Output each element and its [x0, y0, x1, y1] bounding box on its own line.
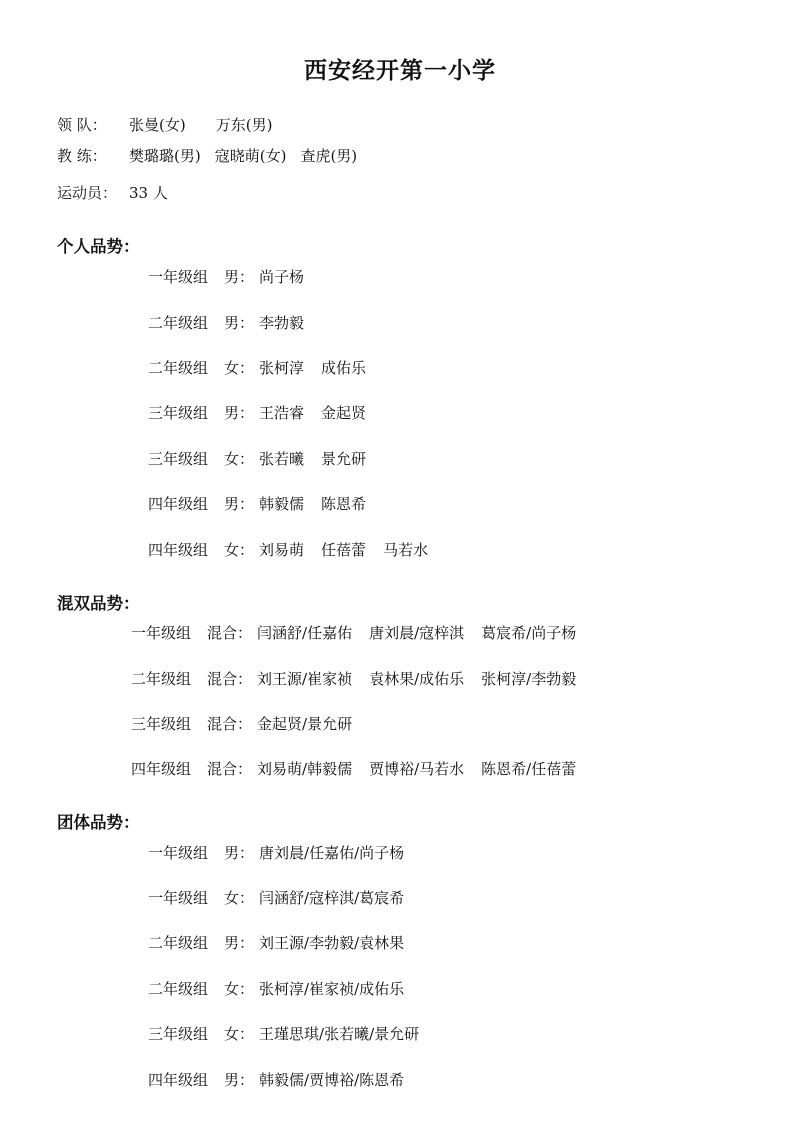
athlete-name: 马若水: [383, 541, 429, 559]
category-label: 男：: [224, 495, 255, 513]
coach-name: 查虎(男): [300, 147, 358, 165]
leader-name: 万东(男): [215, 116, 273, 134]
athlete-name: 陈恩希: [321, 495, 367, 513]
athletes-count: 33 人: [129, 184, 168, 202]
athlete-name: 张柯淳: [259, 359, 305, 377]
category-label: 男：: [224, 1071, 255, 1089]
entry-row: [148, 448, 378, 470]
athlete-name: 韩毅儒: [259, 495, 305, 513]
athlete-name: 金起贤: [321, 404, 367, 422]
grade-label: 一年级组: [131, 624, 192, 642]
athletes-label: 运动员：: [57, 184, 118, 202]
entry-row: [148, 887, 416, 909]
grade-label: 一年级组: [148, 268, 209, 286]
athlete-name: 张柯淳/崔家祯/成佑乐: [259, 980, 405, 998]
athletes-line: [57, 182, 182, 204]
category-label: 男：: [224, 404, 255, 422]
athlete-name: 唐刘晨/任嘉佑/尚子杨: [259, 844, 405, 862]
athlete-name: 任蓓蕾: [321, 541, 367, 559]
grade-label: 四年级组: [131, 760, 192, 778]
entry-row: [148, 493, 378, 515]
entry-row: [148, 842, 416, 864]
section-heading: 个人品势：: [57, 237, 140, 256]
entry-row: [148, 539, 440, 561]
grade-label: 二年级组: [148, 934, 209, 952]
entry-row: [131, 713, 364, 735]
entry-row: [148, 312, 316, 334]
entry-row: [131, 758, 588, 780]
grade-label: 一年级组: [148, 889, 209, 907]
entry-row: [148, 266, 316, 288]
athlete-name: 闫涵舒/寇梓淇/葛宸希: [259, 889, 405, 907]
coaches-line: [57, 145, 371, 167]
leaders-line: [57, 114, 286, 136]
category-label: 男：: [224, 314, 255, 332]
category-label: 女：: [224, 450, 255, 468]
coach-name: 寇晓萌(女): [214, 147, 287, 165]
athlete-name: 刘王源/崔家祯: [257, 670, 353, 688]
athlete-name: 葛宸希/尚子杨: [481, 624, 577, 642]
athlete-name: 尚子杨: [259, 268, 305, 286]
grade-label: 二年级组: [148, 314, 209, 332]
category-label: 女：: [224, 1025, 255, 1043]
athlete-name: 王浩睿: [259, 404, 305, 422]
athlete-name: 刘易萌: [259, 541, 305, 559]
category-label: 混合：: [207, 624, 253, 642]
grade-label: 三年级组: [148, 404, 209, 422]
section-heading: 混双品势：: [57, 594, 140, 613]
grade-label: 四年级组: [148, 495, 209, 513]
athlete-name: 刘易萌/韩毅儒: [257, 760, 353, 778]
athlete-name: 张若曦: [259, 450, 305, 468]
athlete-name: 金起贤/景允研: [257, 715, 353, 733]
grade-label: 一年级组: [148, 844, 209, 862]
coach-name: 樊璐璐(男): [129, 147, 201, 165]
category-label: 女：: [224, 980, 255, 998]
athlete-name: 李勃毅: [259, 314, 305, 332]
athlete-name: 陈恩希/任蓓蕾: [481, 760, 577, 778]
athlete-name: 唐刘晨/寇梓淇: [369, 624, 465, 642]
category-label: 男：: [224, 844, 255, 862]
athlete-name: 闫涵舒/任嘉佑: [257, 624, 353, 642]
athlete-name: 韩毅儒/贾博裕/陈恩希: [259, 1071, 405, 1089]
grade-label: 二年级组: [148, 359, 209, 377]
athlete-name: 袁林果/成佑乐: [369, 670, 465, 688]
grade-label: 三年级组: [131, 715, 192, 733]
entry-row: [148, 932, 416, 954]
section-heading: 团体品势：: [57, 813, 140, 832]
category-label: 混合：: [207, 715, 253, 733]
category-label: 女：: [224, 359, 255, 377]
athlete-name: 王瑾思琪/张若曦/景允研: [259, 1025, 420, 1043]
entry-row: [148, 357, 378, 379]
athlete-name: 张柯淳/李勃毅: [481, 670, 577, 688]
category-label: 混合：: [207, 760, 253, 778]
leader-name: 张曼(女): [129, 116, 186, 134]
athlete-name: 刘王源/李勃毅/袁林果: [259, 934, 405, 952]
category-label: 女：: [224, 541, 255, 559]
grade-label: 二年级组: [131, 670, 192, 688]
category-label: 女：: [224, 889, 255, 907]
grade-label: 四年级组: [148, 541, 209, 559]
leaders-label: 领 队：: [57, 116, 107, 134]
grade-label: 三年级组: [148, 1025, 209, 1043]
category-label: 混合：: [207, 670, 253, 688]
grade-label: 三年级组: [148, 450, 209, 468]
athlete-name: 景允研: [321, 450, 367, 468]
entry-row: [131, 622, 588, 644]
entry-row: [148, 402, 378, 424]
entry-row: [148, 978, 416, 1000]
athlete-name: 贾博裕/马若水: [369, 760, 465, 778]
grade-label: 四年级组: [148, 1071, 209, 1089]
grade-label: 二年级组: [148, 980, 209, 998]
coaches-label: 教 练：: [57, 147, 107, 165]
page-title: 西安经开第一小学: [304, 58, 496, 84]
category-label: 男：: [224, 268, 255, 286]
entry-row: [148, 1069, 416, 1091]
category-label: 男：: [224, 934, 255, 952]
entry-row: [131, 668, 588, 690]
entry-row: [148, 1023, 431, 1045]
athlete-name: 成佑乐: [321, 359, 367, 377]
